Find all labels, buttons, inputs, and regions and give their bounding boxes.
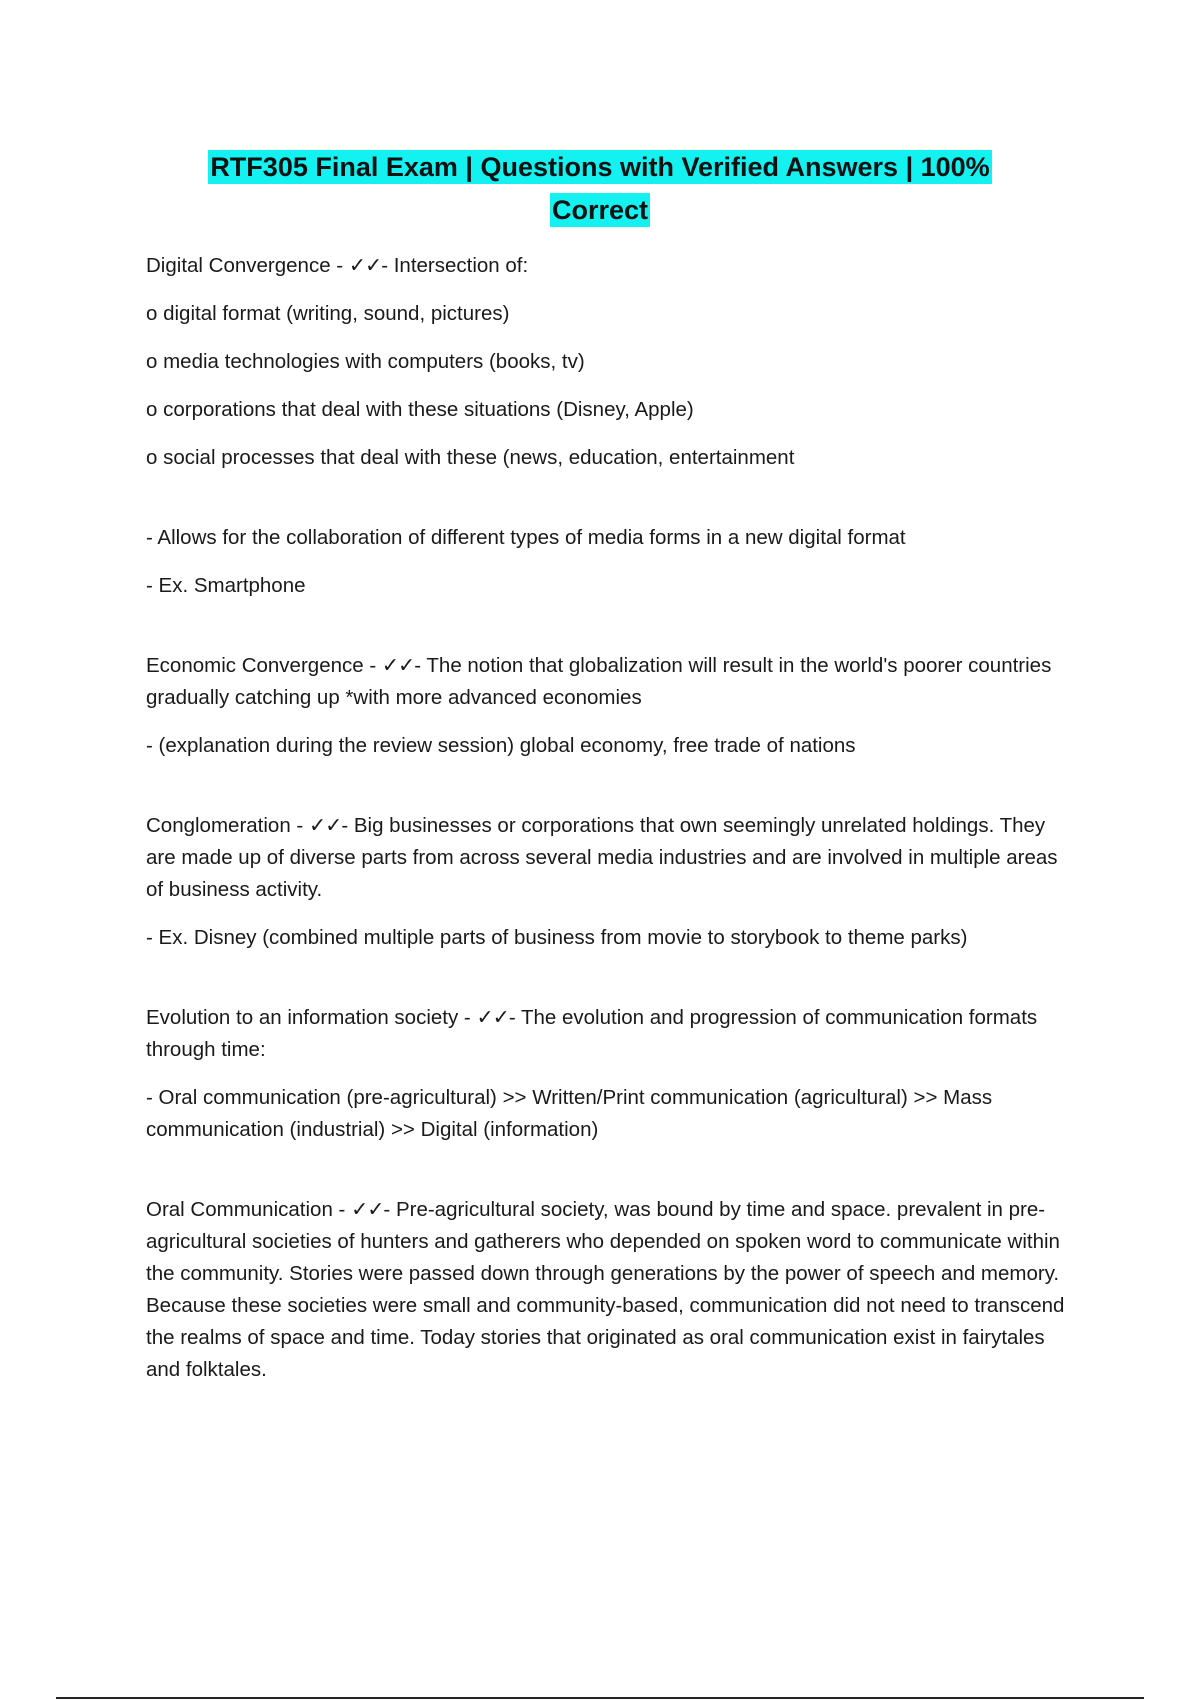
note-item: - (explanation during the review session) global economy, free trade of nations	[146, 734, 856, 757]
entry-oral-communication: Oral Communication - ✓✓- Pre-agricultural society, was bound by time and space. prevalent in pre-agricultural societies of hunters and gatherers who depended on spoken word to communicate within the community. Stories were passed down through generations by the power of speech and memory. Because these societies were small and community-based, communication did not need to transcend the realms of space and time. Today stories that originated as oral communication exist in fairytales and folktales.	[146, 1198, 1065, 1381]
bullet-item: o media technologies with computers (books, tv)	[146, 350, 585, 373]
term: Oral Communication	[146, 1198, 333, 1221]
note-item: - Oral communication (pre-agricultural) >> Written/Print communication (agricultural) >> Mass communication (industrial) >> Digital (information)	[146, 1086, 993, 1141]
check-marks: ✓✓	[308, 814, 342, 837]
definition: The evolution and progression of communication formats through time:	[146, 1006, 1038, 1061]
check-marks: ✓✓	[348, 254, 382, 277]
check-marks: ✓✓	[351, 1198, 384, 1221]
term: Conglomeration	[146, 814, 291, 837]
definition: The notion that globalization will result in the world's poorer countries gradually catching up *with more advanced economies	[146, 654, 1052, 709]
title-line-2: Correct	[551, 195, 649, 225]
document-title	[146, 146, 1054, 232]
definition: Pre-agricultural society, was bound by time and space. prevalent in pre-agricultural societies of hunters and gatherers who depended on spoken word to communicate within the community. Stories were passed down through generations by the power of speech and memory. Because these societies were small and community-based, communication did not need to transcend the realms of space and time. Today stories that originated as oral communication exist in fairytales and folktales.	[146, 1198, 1065, 1381]
entry-economic-convergence: Economic Convergence - ✓✓- The notion that globalization will result in the world's poorer countries gradually catching up *with more advanced economies	[146, 654, 1052, 709]
term: Evolution to an information society	[146, 1006, 459, 1029]
check-marks: ✓✓	[476, 1006, 509, 1029]
note-item: - Ex. Smartphone	[146, 574, 306, 597]
term: Digital Convergence	[146, 254, 331, 277]
title-line-1: RTF305 Final Exam | Questions with Verified Answers | 100%	[210, 152, 990, 182]
bullet-item: o corporations that deal with these situations (Disney, Apple)	[146, 398, 694, 421]
document-body	[146, 250, 1066, 1402]
definition: Big businesses or corporations that own seemingly unrelated holdings. They are made up of diverse parts from across several media industries and are involved in multiple areas of business activity.	[146, 814, 1058, 901]
page-bottom-divider	[56, 1697, 1144, 1699]
bullet-item: o digital format (writing, sound, pictures)	[146, 302, 510, 325]
note-item: - Ex. Disney (combined multiple parts of business from movie to storybook to theme parks)	[146, 926, 968, 949]
definition: Intersection of:	[393, 254, 529, 277]
note-item: - Allows for the collaboration of different types of media forms in a new digital format	[146, 526, 906, 549]
entry-digital-convergence: Digital Convergence - ✓✓- Intersection of:	[146, 254, 529, 277]
bullet-item: o social processes that deal with these (news, education, entertainment	[146, 446, 795, 469]
term: Economic Convergence	[146, 654, 364, 677]
entry-conglomeration: Conglomeration - ✓✓- Big businesses or corporations that own seemingly unrelated holdings. They are made up of diverse parts from across several media industries and are involved in multiple areas of business activity.	[146, 814, 1058, 901]
check-marks: ✓✓	[381, 654, 415, 677]
entry-evolution-information-society: Evolution to an information society - ✓✓- The evolution and progression of communication formats through time:	[146, 1006, 1038, 1061]
